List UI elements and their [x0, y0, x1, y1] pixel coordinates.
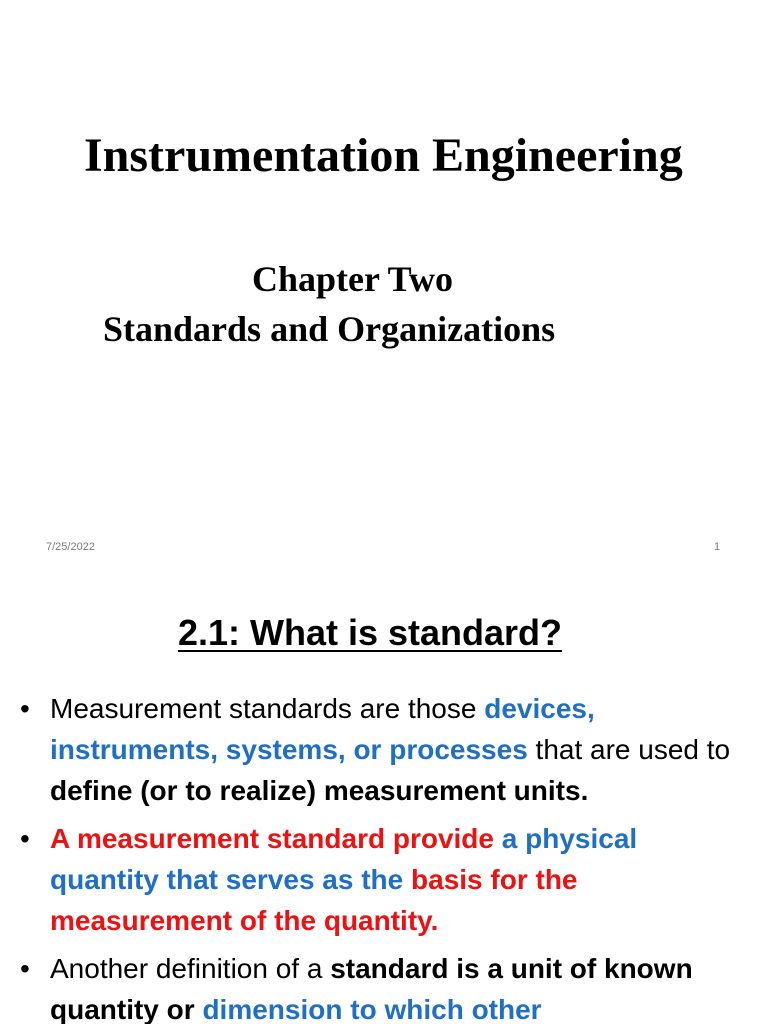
bullet-text-run: dimension to which other: [202, 994, 542, 1024]
slide-number: 1: [714, 541, 721, 553]
bullet-text-run: that are used to: [527, 734, 731, 765]
bullet-item: [20, 948, 740, 1024]
chapter-title: Standards and Organizations: [103, 309, 556, 349]
bullet-item: [20, 818, 740, 941]
bullet-text-run: Another definition of a: [50, 953, 331, 984]
bullet-list: [20, 688, 740, 1024]
bullet-item: [20, 688, 740, 811]
presentation-title: Instrumentation Engineering: [84, 129, 683, 182]
slide-date: 7/25/2022: [46, 541, 95, 553]
bullet-marker: •: [20, 953, 30, 984]
chapter-label: Chapter Two: [252, 259, 454, 299]
bullet-text-run: basis for the measurement of the quantity.: [50, 864, 578, 936]
bullet-text-run: devices, instruments, systems, or processes: [50, 693, 595, 765]
bullet-text-run: Measurement standards are those: [50, 693, 485, 724]
bullet-text-run: a physical quantity that serves as the: [50, 823, 638, 895]
bullet-text-run: define (or to realize) measurement units.: [50, 775, 589, 806]
bullet-marker: •: [20, 823, 30, 854]
content-slide: [0, 576, 768, 1024]
section-title: 2.1: What is standard?: [177, 612, 563, 653]
bullet-marker: •: [20, 693, 30, 724]
bullet-text-run: standard is a unit of known quantity or: [50, 953, 693, 1024]
bullet-text-run: A measurement standard provide: [50, 823, 502, 854]
